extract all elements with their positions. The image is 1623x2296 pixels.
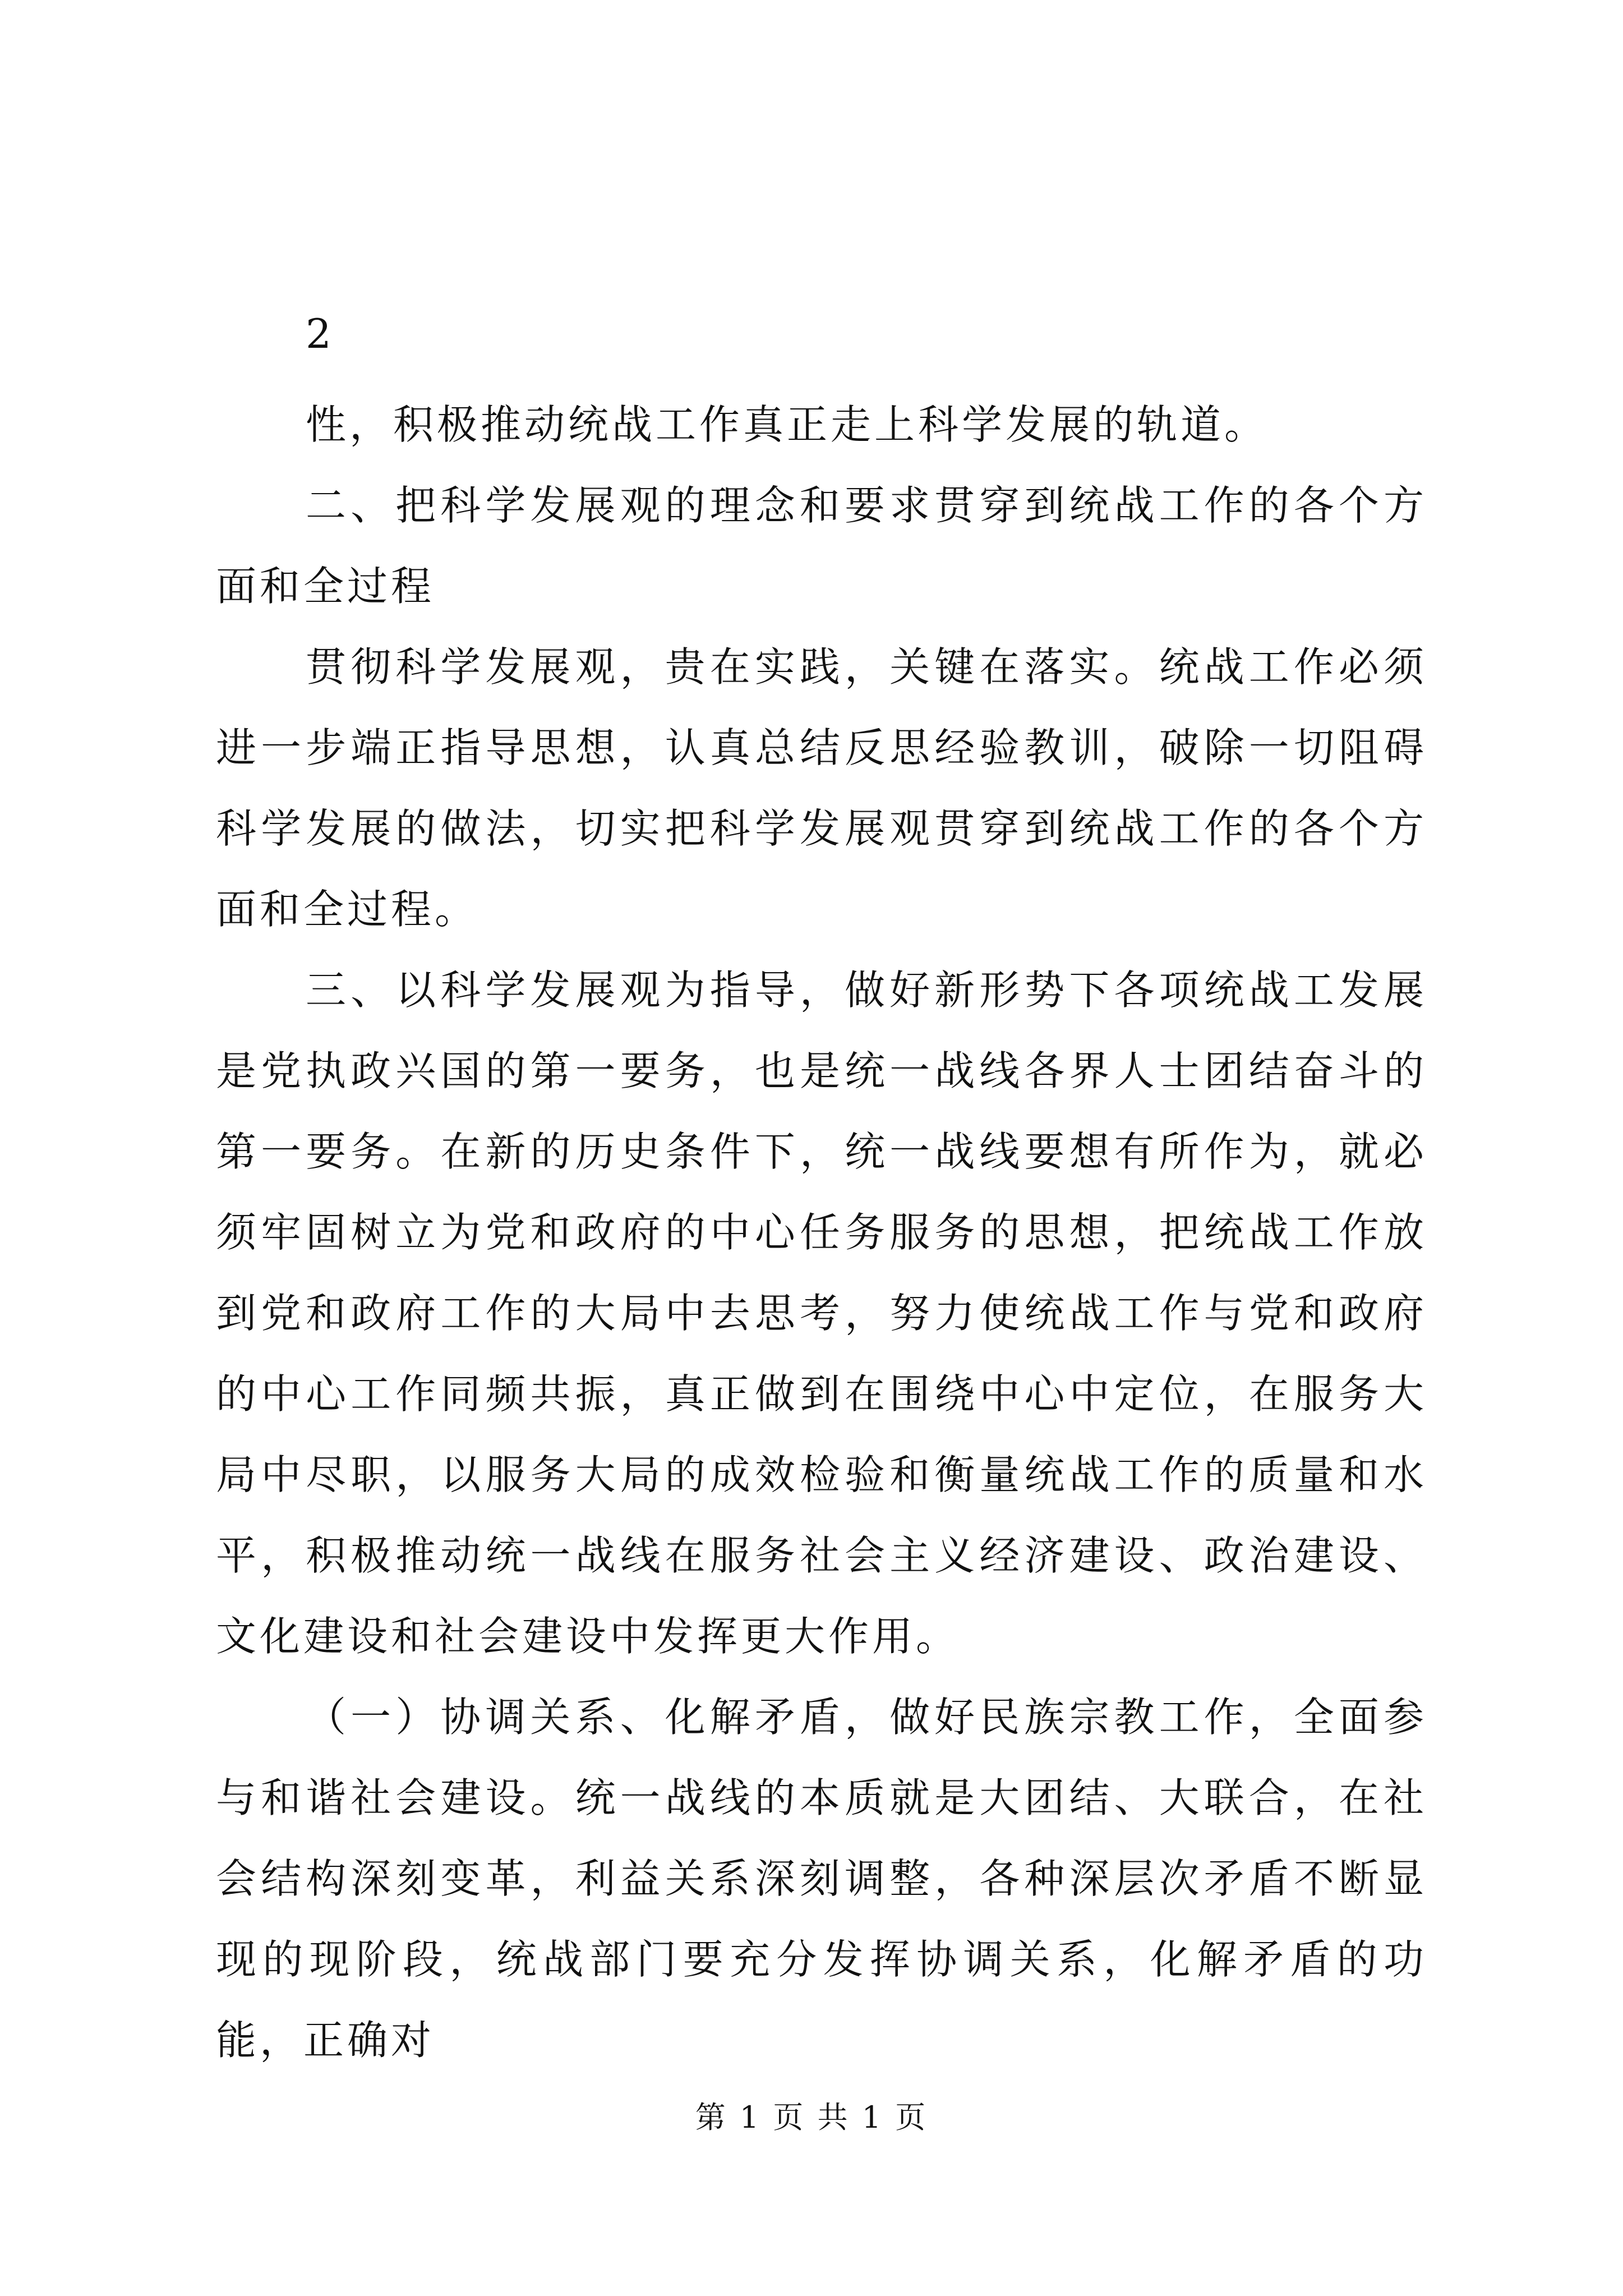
page-footer: 第 1 页 共 1 页 xyxy=(695,2100,928,2135)
paragraph: （一）协调关系、化解矛盾，做好民族宗教工作，全面参与和谐社会建设。统一战线的本质就是大团结、大联合，在社会结构深刻变革，利益关系深刻调整，各种深层次矛盾不断显现的现阶段，统战部门要充分发挥协调关系，化解矛盾的功能，正确对 xyxy=(216,1694,1427,2064)
paragraph: 三、以科学发展观为指导，做好新形势下各项统战工发展是党执政兴国的第一要务，也是统一战线各界人士团结奋斗的第一要务。在新的历史条件下，统一战线要想有所作为，就必须牢固树立为党和政府的中心任务服务的思想，把统战工作放到党和政府工作的大局中去思考，努力使统战工作与党和政府的中心工作同频共振，真正做到在围绕中心中定位，在服务大局中尽职，以服务大局的成效检验和衡量统战工作的质量和水平，积极推动统一战线在服务社会主义经济建设、政治建设、文化建设和社会建设中发挥更大作用。 xyxy=(216,967,1427,1660)
section-heading: 二、把科学发展观的理念和要求贯穿到统战工作的各个方面和全过程 xyxy=(216,482,1427,610)
document-body xyxy=(216,306,1427,2081)
page-number-marker: 2 xyxy=(306,310,331,357)
paragraph: 贯彻科学发展观，贵在实践，关键在落实。统战工作必须进一步端正指导思想，认真总结反思经验教训，破除一切阻碍科学发展的做法，切实把科学发展观贯穿到统战工作的各个方面和全过程。 xyxy=(216,643,1427,933)
paragraph: 性，积极推动统战工作真正走上科学发展的轨道。 xyxy=(306,401,1269,448)
